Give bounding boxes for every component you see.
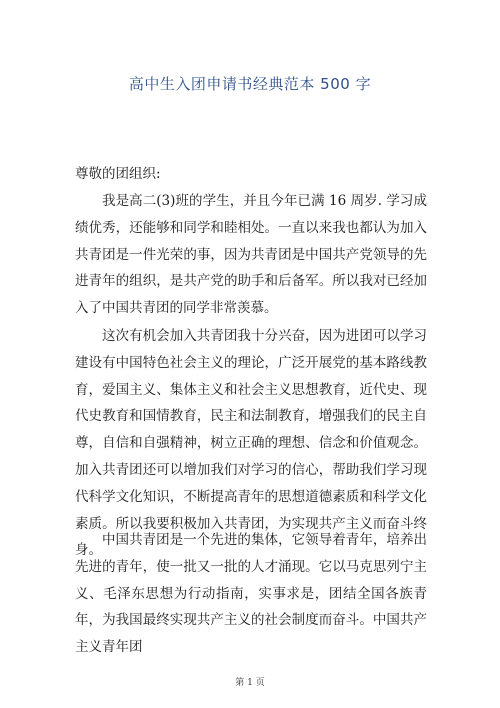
salutation: 尊敬的团组织: [75,166,161,182]
page-number: 第 1 页 [235,678,265,688]
paragraph-1: 我是高二(3)班的学生，并且今年已满 16 周岁. 学习成绩优秀，还能够和同学和睦相处。一直以来我也都认为加入共青团是一件光荣的事，因为共青团是中国共产党领导的先进青年的组织，是共产党的助手和后备军。所以我对已经加入了中国共青团的同学非常羡慕。 [75,193,427,317]
paragraph-2: 这次有机会加入共青团我十分兴奋，因为进团可以学习建设有中国特色社会主义的理论，广泛开展党的基本路线教育，爱国主义、集体主义和社会主义思想教育，近代史、现代史教育和国情教育，民主和法制教育，增强我们的民主自尊，自信和自强精神，树立正确的理想、信念和价值观念。加入共青团还可以增加我们对学习的信心，帮助我们学习现代科学文化知识，不断提高青年的思想道德素质和科学文化素质。所以我要积极加入共青团，为实现共产主义而奋斗终身。 [75,328,427,559]
document-title: 高中生入团申请书经典范本 500 字 [128,75,372,93]
paragraph-3: 中国共青团是一个先进的集体，它领导着青年，培养出先进的青年，使一批又一批的人才涌现。它以马克思列宁主义、毛泽东思想为行动指南，实事求是，团结全国各族青年，为我国最终实现共产主义的社会制度而奋斗。中国共产主义青年团 [75,532,427,656]
